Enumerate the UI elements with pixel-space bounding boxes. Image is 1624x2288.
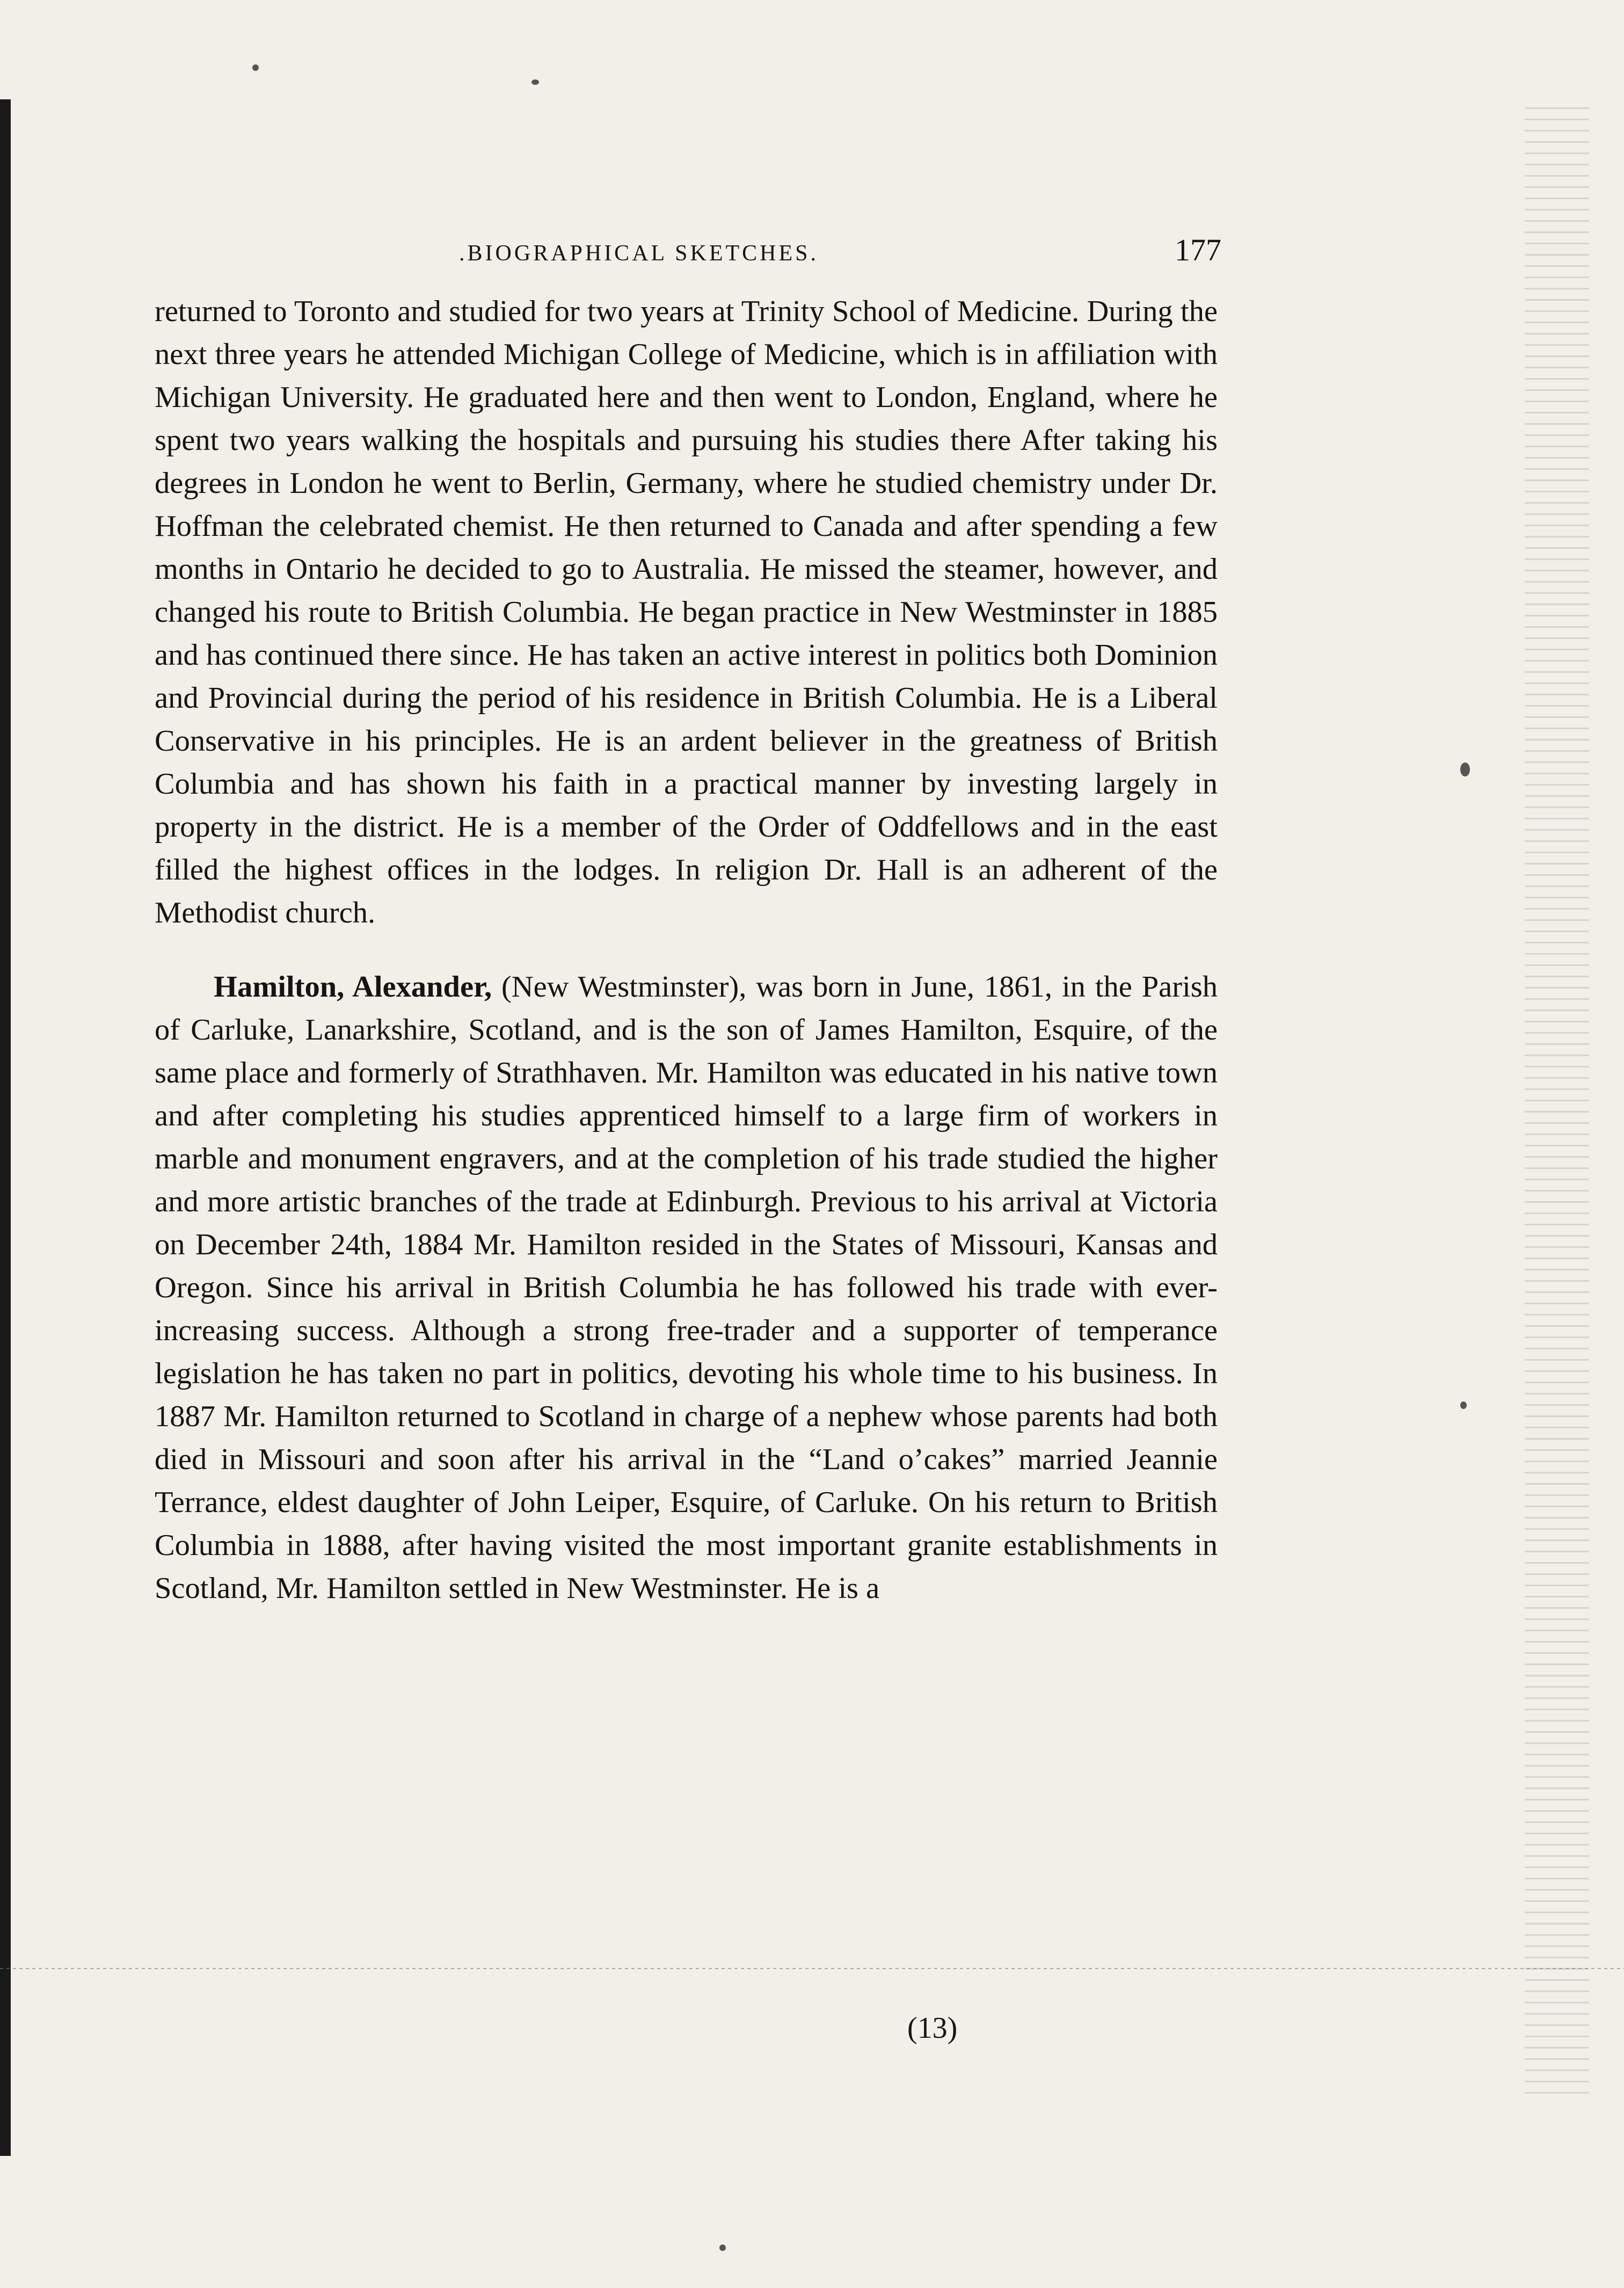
page-number: 177 [1175, 233, 1221, 267]
biography-entry [155, 965, 1218, 1610]
running-head: .BIOGRAPHICAL SKETCHES. [459, 241, 819, 266]
ink-speck [719, 2245, 726, 2251]
ink-speck [252, 64, 259, 71]
binding-edge [0, 99, 11, 2156]
scan-artifact-line [0, 1968, 1624, 1969]
signature-mark: (13) [907, 2011, 958, 2045]
entry-name: Hamilton, Alexander, [214, 970, 492, 1004]
ink-speck [1460, 762, 1470, 776]
ink-speck [531, 79, 539, 85]
entry-text: (New Westminster), was born in June, 1861, in the Parish of Carluke, Lanarkshire, Scotland, and is the son of James Hamilton, Esquire, of the same place and formerly of Strathhaven. Mr. Hamilton was educated in his native town and after completing his studies apprenticed himself to a large firm of workers in marble and monument engravers, and at the completion of his trade studied the higher and more artistic branches of the trade at Edinburgh. Previous to his arrival at Victoria on December 24th, 1884 Mr. Hamilton resided in the States of Missouri, Kansas and Oregon. Since his arrival in British Columbia he has followed his trade with ever-increasing success. Although a strong free-trader and a supporter of temperance legislation he has taken no part in politics, devoting his whole time to his business. In 1887 Mr. Hamilton returned to Scotland in charge of a nephew whose parents had both died in Missouri and soon after his arrival in the “Land o’cakes” married Jeannie Terrance, eldest daughter of John Leiper, Esquire, of Carluke. On his return to British Columbia in 1888, after having visited the most important granite establishments in Scotland, Mr. Hamilton settled in New Westminster. He is a [155, 970, 1218, 1605]
body-text [155, 290, 1218, 1610]
page-header [459, 232, 1221, 268]
page-edge-noise [1525, 107, 1589, 2094]
paragraph-continued: returned to Toronto and studied for two years at Trinity School of Medicine. During the next three years he attended Michigan College of Medicine, which is in affiliation with Michigan University. He graduated here and then went to London, England, where he spent two years walking the hospitals and pursuing his studies there After taking his degrees in London he went to Berlin, Germany, where he studied chemistry under Dr. Hoffman the celebrated chemist. He then returned to Canada and after spending a few months in Ontario he decided to go to Australia. He missed the steamer, however, and changed his route to British Columbia. He began practice in New Westminster in 1885 and has continued there since. He has taken an active interest in politics both Dominion and Provincial during the period of his residence in British Columbia. He is a Liberal Conservative in his principles. He is an ardent believer in the greatness of British Columbia and has shown his faith in a practical manner by investing largely in property in the district. He is a member of the Order of Oddfellows and in the east filled the highest offices in the lodges. In religion Dr. Hall is an adherent of the Methodist church. [155, 295, 1218, 929]
ink-speck [1460, 1401, 1467, 1409]
